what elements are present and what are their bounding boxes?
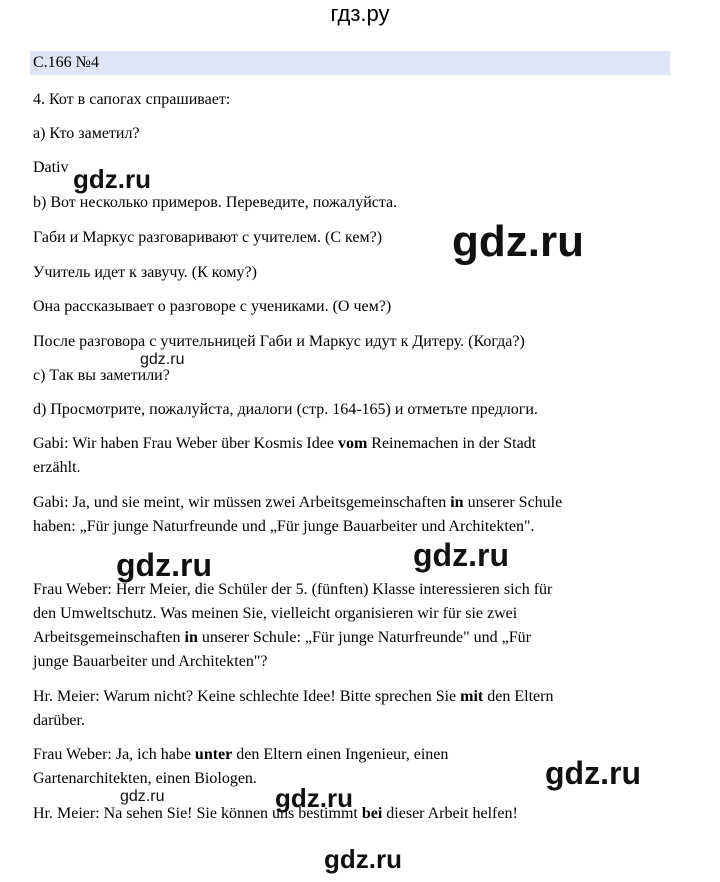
dialog-line: Frau Weber: Ja, ich habe unter den Eltern einen Ingenieur, einen [33, 746, 449, 763]
watermark: gdz.ru [120, 788, 165, 805]
dialog-line: Gabi: Wir haben Frau Weber über Kosmis Idee vom Reinemachen in der Stadt [33, 435, 537, 452]
watermark: gdz.ru [324, 844, 402, 874]
preposition: bei [361, 805, 383, 822]
example-4: После разговора с учительницей Габи и Маркус идут к Дитеру. (Когда?) [33, 333, 525, 350]
watermark: gdz.ru [452, 217, 584, 266]
question-c: c) Так вы заметили? [33, 367, 170, 384]
dialog-line: darüber. [33, 712, 85, 729]
preposition: unter [194, 746, 233, 763]
watermark: gdz.ru [545, 755, 641, 791]
preposition: in [184, 629, 198, 646]
watermark: gdz.ru [275, 783, 353, 813]
preposition: in [450, 494, 464, 511]
site-header: гдз.ру [330, 1, 390, 26]
answer-a: Dativ [33, 159, 69, 176]
dialog-line: Frau Weber: Herr Meier, die Schüler der 5. (fünften) Klasse interessieren sich für [33, 581, 553, 598]
dialog-line: haben: „Für junge Naturfreunde und „Für junge Bauarbeiter und Architekten". [33, 518, 535, 535]
question-b: b) Вот несколько примеров. Переведите, пожалуйста. [33, 194, 398, 211]
dialog-line: Gabi: Ja, und sie meint, wir müssen zwei Arbeitsgemeinschaften in unserer Schule [33, 494, 563, 511]
example-3: Она рассказывает о разговоре с учениками. (О чем?) [33, 298, 392, 315]
dialog-line: Hr. Meier: Na sehen Sie! Sie können uns bestimmt bei dieser Arbeit helfen! [33, 805, 518, 822]
dialog-line: junge Bauarbeiter und Architekten"? [33, 653, 268, 670]
watermark: gdz.ru [140, 351, 185, 368]
dialog-line: den Umweltschutz. Was meinen Sie, vielleicht organisieren wir für sie zwei [33, 605, 518, 622]
task-intro: 4. Кот в сапогах спрашивает: [33, 91, 231, 108]
question-a: a) Кто заметил? [33, 125, 140, 142]
dialog-line: Gartenarchitekten, einen Biologen. [33, 770, 257, 787]
dialog-line: Arbeitsgemeinschaften in unserer Schule: „Für junge Naturfreunde" und „Für [33, 629, 531, 646]
preposition: vom [337, 435, 368, 452]
example-2: Учитель идет к завучу. (К кому?) [33, 264, 257, 281]
example-1: Габи и Маркус разговаривают с учителем. (С кем?) [33, 229, 383, 246]
watermark: gdz.ru [73, 164, 151, 194]
task-label: С.166 №4 [30, 51, 670, 75]
dialog-line: erzählt. [33, 459, 81, 476]
watermark: gdz.ru [413, 537, 509, 573]
watermark: gdz.ru [116, 547, 212, 583]
dialog-line: Hr. Meier: Warum nicht? Keine schlechte Idee! Bitte sprechen Sie mit den Eltern [33, 688, 554, 705]
question-d: d) Просмотрите, пожалуйста, диалоги (стр. 164-165) и отметьте предлоги. [33, 401, 538, 418]
preposition: mit [460, 688, 484, 705]
